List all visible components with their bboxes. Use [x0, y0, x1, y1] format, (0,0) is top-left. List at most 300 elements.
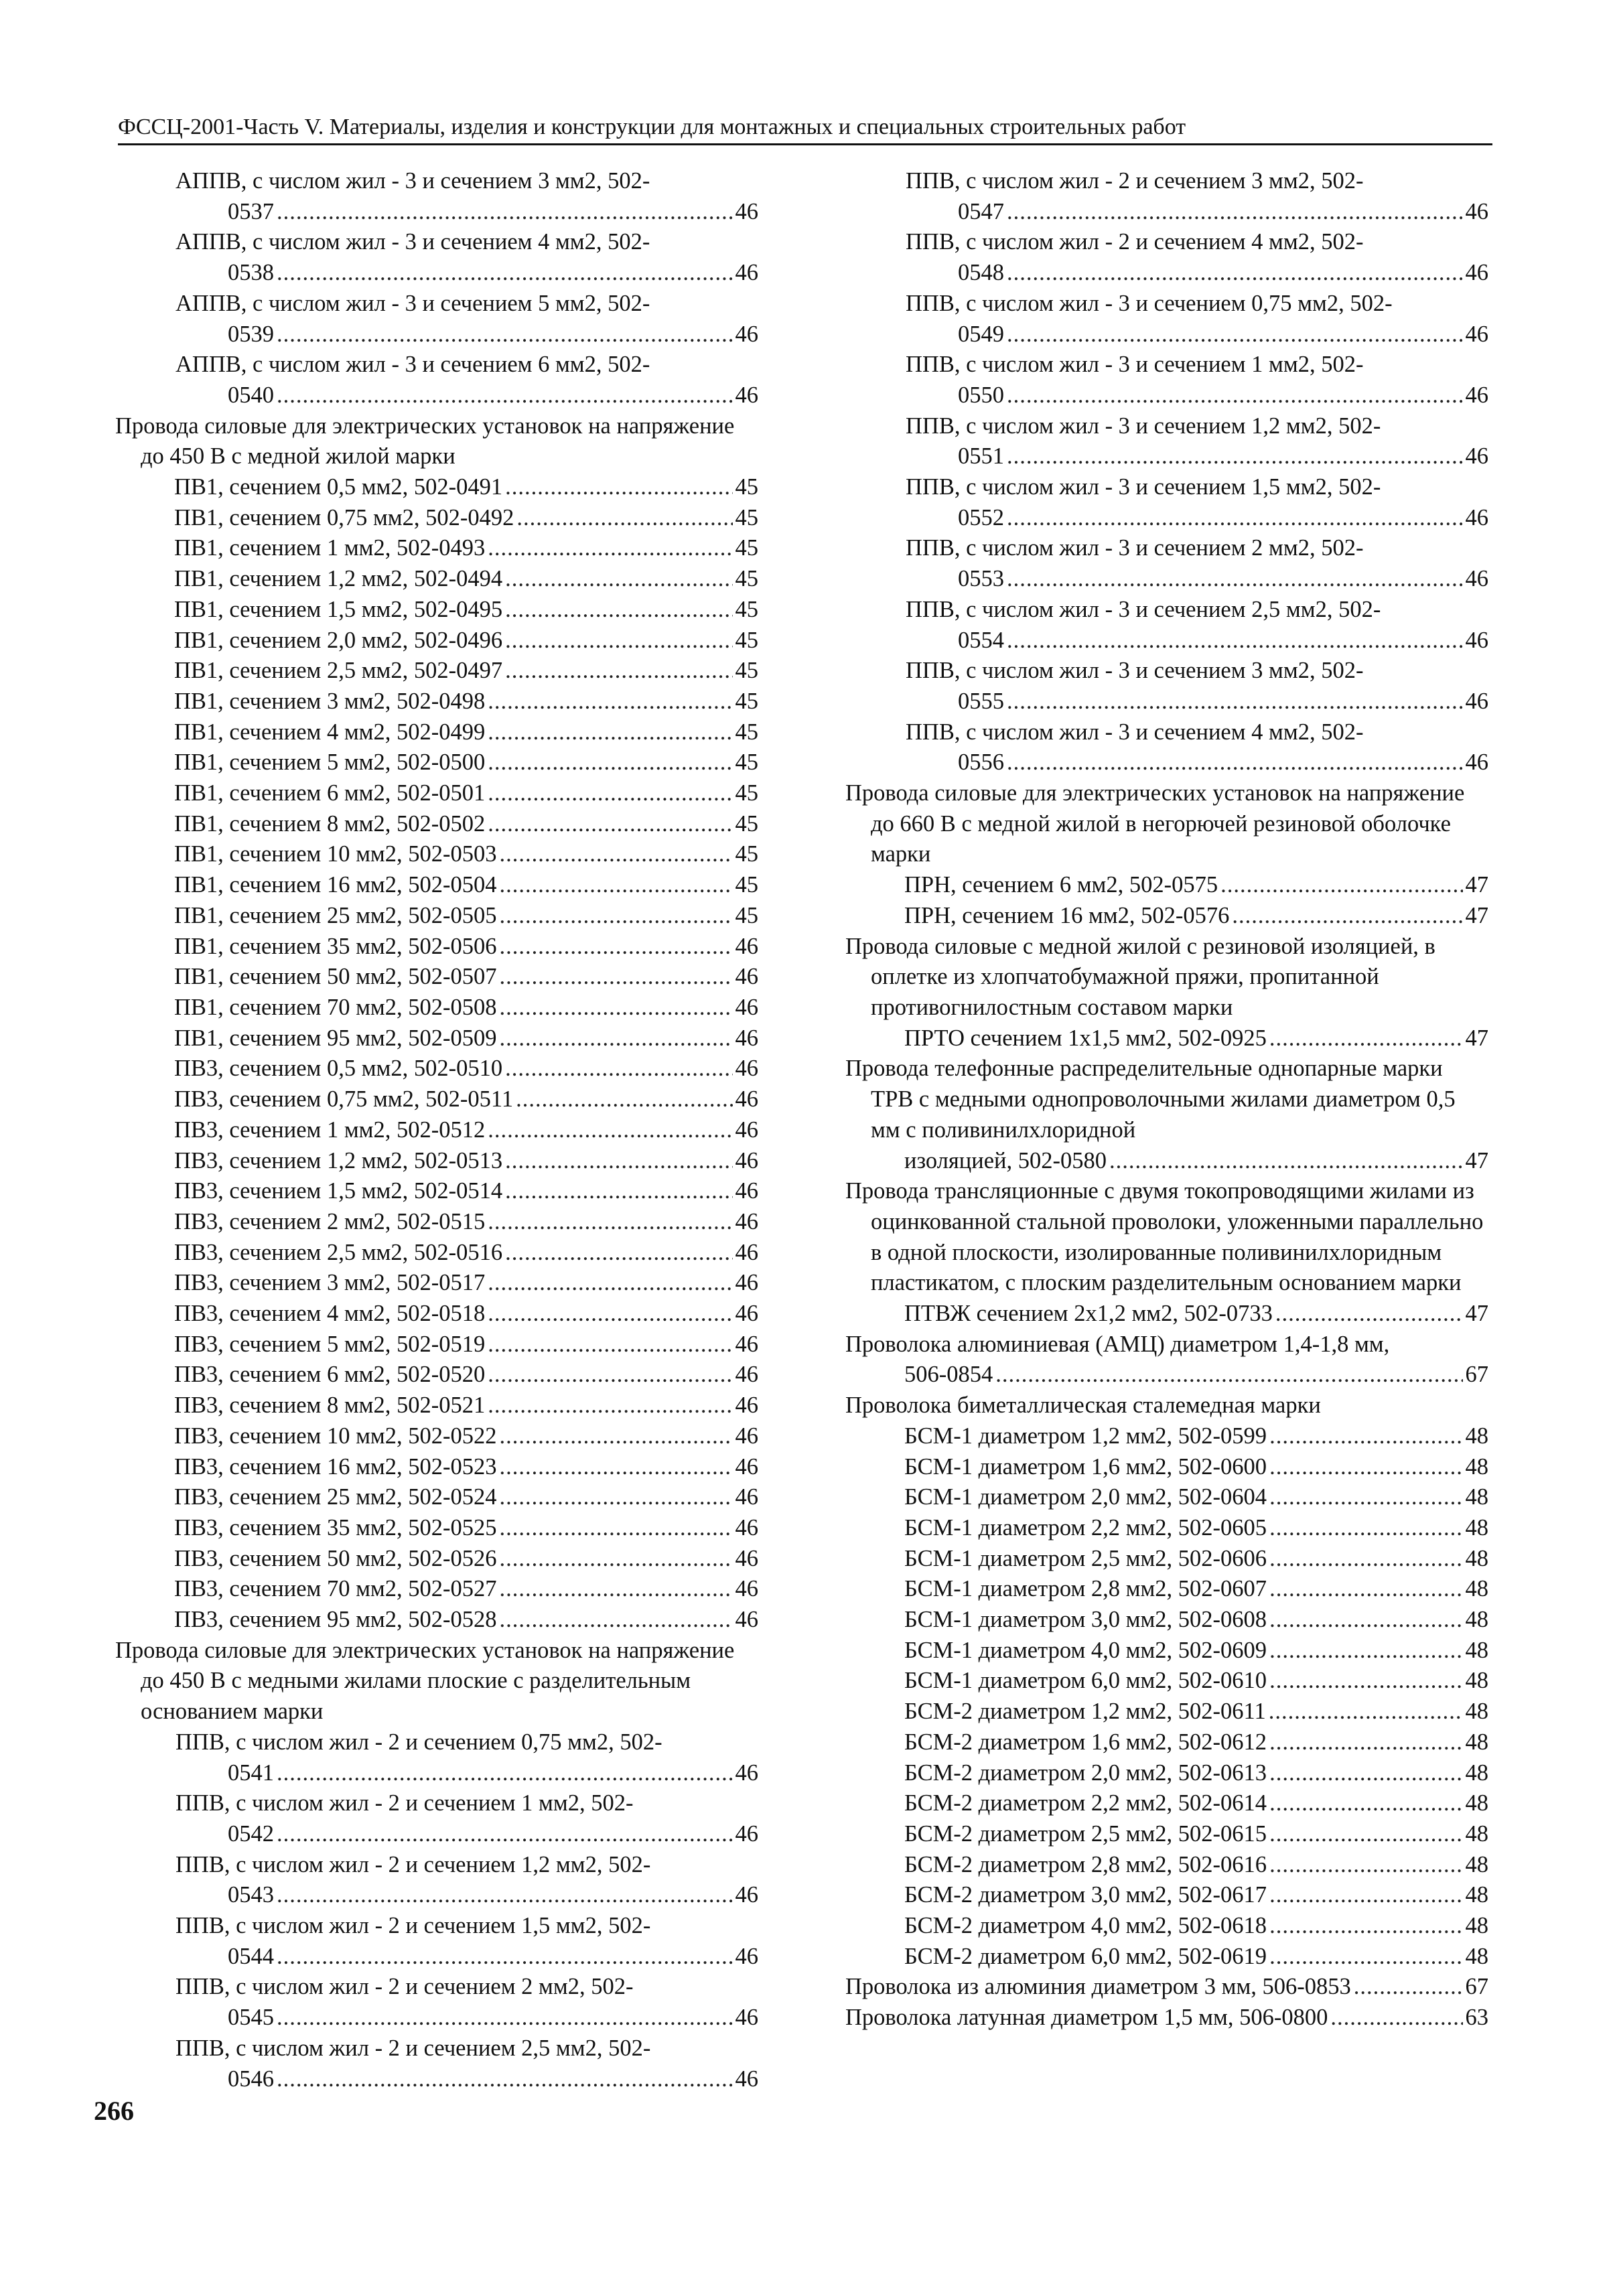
entry-text: 0541: [228, 1760, 274, 1786]
index-entry-line: [174, 503, 758, 534]
page-ref: 46: [735, 1545, 758, 1571]
page-ref: 46: [1465, 627, 1488, 653]
entry-text: БСМ-2 диаметром 6,0 мм2, 502-0619: [904, 1943, 1267, 1969]
entry-text: ПВ3, сечением 95 мм2, 502-0528: [174, 1607, 497, 1633]
index-entry-line: [174, 870, 758, 901]
index-entry-line: [174, 1268, 758, 1299]
page-ref: 46: [735, 1392, 758, 1419]
dot-leader: [1007, 258, 1463, 289]
dot-leader: [1007, 747, 1463, 778]
heading-text: Провода телефонные распределительные однопарные марки ТРВ с медными однопроволочными жилами диаметром 0,5 мм с поливинилхлоридной: [845, 1056, 1456, 1143]
dot-leader: [995, 1360, 1462, 1390]
index-entry: [115, 809, 758, 840]
entry-text: 0543: [228, 1882, 274, 1908]
page-ref: 46: [735, 933, 758, 959]
index-entry: [115, 1390, 758, 1421]
dot-leader: [1007, 503, 1463, 534]
page-ref: 45: [735, 566, 758, 592]
dot-leader: [516, 503, 732, 534]
dot-leader: [505, 472, 732, 503]
index-entry: [845, 1697, 1488, 1727]
index-entry-line: [174, 626, 758, 656]
entry-text: БСМ-2 диаметром 2,0 мм2, 502-0613: [904, 1760, 1267, 1786]
dot-leader: [1269, 1574, 1462, 1605]
index-entry-line: [174, 1482, 758, 1513]
entry-text: 0551: [958, 443, 1004, 470]
page-ref: 63: [1465, 2005, 1488, 2031]
entry-text: ПВ3, сечением 8 мм2, 502-0521: [174, 1392, 486, 1419]
index-entry-line: [904, 1146, 1488, 1177]
page-ref: 47: [1465, 1025, 1488, 1051]
dot-leader: [500, 901, 733, 932]
index-entry: [845, 1605, 1488, 1636]
index-entry: [115, 1330, 758, 1360]
index-entry: [115, 1574, 758, 1605]
dot-leader: [277, 319, 733, 350]
page-ref: 46: [735, 1239, 758, 1265]
page-ref: 45: [735, 596, 758, 622]
page-ref: 48: [1465, 1760, 1488, 1786]
entry-text: 506-0854: [904, 1362, 993, 1388]
index-entry-line: [228, 319, 758, 350]
index-entry-line: [228, 258, 758, 289]
index-entry: [845, 1727, 1488, 1758]
entry-text: 0548: [958, 260, 1004, 286]
dot-leader: [277, 258, 733, 289]
index-entry-line: [904, 1421, 1488, 1452]
index-entry: [115, 747, 758, 778]
dot-leader: [500, 1421, 733, 1452]
index-entry-line: [904, 1819, 1488, 1850]
heading-text: Провода силовые для электрических установок на напряжение до 450 В с медными жилами плоские с разделительным основанием марки: [115, 1637, 735, 1725]
entry-text: ПВ1, сечением 25 мм2, 502-0505: [174, 902, 497, 928]
index-entry-line: [904, 1452, 1488, 1483]
page-ref: 46: [735, 1301, 758, 1327]
dot-leader: [1007, 441, 1463, 472]
entry-text: ПВ1, сечением 8 мм2, 502-0502: [174, 810, 486, 837]
dot-leader: [488, 687, 732, 717]
index-entry: [845, 1452, 1488, 1483]
page-ref: 48: [1465, 1668, 1488, 1694]
running-header: ФССЦ-2001-Часть V. Материалы, изделия и конструкции для монтажных и специальных строительных работ: [118, 111, 1492, 145]
dot-leader: [500, 1574, 733, 1605]
page-ref: 45: [735, 627, 758, 653]
page-ref: 48: [1465, 1913, 1488, 1939]
dot-leader: [488, 1330, 732, 1360]
index-column-right: [845, 166, 1488, 2033]
index-entry-line: [174, 1176, 758, 1207]
entry-text: ПВ1, сечением 2,5 мм2, 502-0497: [174, 658, 503, 684]
dot-leader: [1269, 1758, 1462, 1789]
page-ref: 46: [735, 1514, 758, 1540]
page-ref: 48: [1465, 1699, 1488, 1725]
dot-leader: [500, 993, 733, 1023]
index-entry-line: [904, 1360, 1488, 1390]
dot-leader: [277, 1819, 733, 1850]
entry-text: 0545: [228, 2005, 274, 2031]
index-entry-line: [174, 962, 758, 993]
dot-leader: [500, 1452, 733, 1483]
index-entry: [845, 1850, 1488, 1881]
index-entry-line: [845, 2003, 1488, 2033]
index-entry: [845, 1574, 1488, 1605]
page-ref: 46: [735, 1362, 758, 1388]
index-entry-line: [174, 839, 758, 870]
index-entry-line: [174, 1115, 758, 1146]
entry-text: изоляцией, 502-0580: [904, 1147, 1107, 1173]
page-ref: 48: [1465, 1882, 1488, 1908]
page-ref: 46: [1465, 443, 1488, 470]
page-ref: 46: [735, 1423, 758, 1449]
dot-leader: [500, 962, 733, 993]
index-entry: [115, 993, 758, 1023]
index-entry: [845, 472, 1488, 533]
dot-leader: [1269, 1727, 1462, 1758]
page-ref: 46: [735, 260, 758, 286]
entry-text: ППВ, с числом жил - 2 и сечением 0,75 мм2, 502-: [176, 1729, 662, 1755]
index-entry: [115, 472, 758, 503]
page-ref: 46: [1465, 260, 1488, 286]
index-entry-line: [904, 901, 1488, 932]
dot-leader: [488, 778, 732, 809]
page-ref: 46: [735, 198, 758, 224]
dot-leader: [1007, 626, 1463, 656]
index-entry: [115, 1850, 758, 1911]
page-ref: 46: [735, 1270, 758, 1296]
page-ref: 45: [735, 841, 758, 867]
index-entry-line: [904, 1636, 1488, 1666]
entry-text: ПТВЖ сечением 2x1,2 мм2, 502-0733: [904, 1301, 1273, 1327]
index-entry-line: [174, 1084, 758, 1115]
entry-text: 0556: [958, 749, 1004, 776]
index-entry-line: [174, 1390, 758, 1421]
dot-leader: [1269, 1850, 1462, 1881]
page-ref: 46: [735, 1117, 758, 1143]
page-ref: 47: [1465, 1147, 1488, 1173]
entry-text: ПВ3, сечением 2 мм2, 502-0515: [174, 1208, 486, 1234]
page-ref: 46: [735, 1760, 758, 1786]
page-ref: 45: [735, 780, 758, 806]
index-entry: [115, 1482, 758, 1513]
index-entry-line: [174, 932, 758, 962]
entry-text: ПВ1, сечением 4 мм2, 502-0499: [174, 719, 486, 745]
page-ref: 46: [735, 1820, 758, 1847]
index-entry: [845, 289, 1488, 350]
index-entry: [845, 1544, 1488, 1575]
entry-text: 0553: [958, 566, 1004, 592]
page-ref: 48: [1465, 1729, 1488, 1755]
entry-text: ПВ3, сечением 0,5 мм2, 502-0510: [174, 1056, 503, 1082]
page-ref: 45: [735, 902, 758, 928]
index-entry-line: [228, 1758, 758, 1789]
dot-leader: [1269, 1636, 1462, 1666]
dot-leader: [1269, 1697, 1463, 1727]
entry-text: 0538: [228, 260, 274, 286]
index-entry: [115, 1084, 758, 1115]
index-entry-line: [174, 1513, 758, 1544]
dot-leader: [1109, 1146, 1463, 1177]
entry-text: ПВ3, сечением 6 мм2, 502-0520: [174, 1362, 486, 1388]
index-entry-line: [904, 1727, 1488, 1758]
index-entry: [115, 166, 758, 227]
index-entry: [115, 1788, 758, 1849]
index-entry-line: [174, 1299, 758, 1330]
index-entry-line: [904, 1482, 1488, 1513]
index-entry-line: [958, 441, 1488, 472]
page-number: 266: [94, 2096, 134, 2126]
page-ref: 47: [1465, 1301, 1488, 1327]
index-entry-line: [958, 626, 1488, 656]
index-entry-line: [174, 533, 758, 564]
page-ref: 47: [1465, 902, 1488, 928]
index-entry: [845, 1819, 1488, 1850]
entry-text: 0550: [958, 382, 1004, 408]
entry-text: ППВ, с числом жил - 3 и сечением 1 мм2, 502-: [906, 352, 1364, 378]
dot-leader: [505, 1054, 732, 1084]
dot-leader: [277, 1758, 733, 1789]
index-entry: [115, 1238, 758, 1269]
index-entry: [115, 839, 758, 870]
entry-text: БСМ-1 диаметром 3,0 мм2, 502-0608: [904, 1607, 1267, 1633]
index-entry-line: [904, 1942, 1488, 1972]
entry-text: ПВ1, сечением 3 мм2, 502-0498: [174, 688, 486, 714]
entry-text: БСМ-1 диаметром 1,2 мм2, 502-0599: [904, 1423, 1267, 1449]
dot-leader: [500, 839, 733, 870]
dot-leader: [505, 595, 732, 626]
page-ref: 48: [1465, 1576, 1488, 1602]
dot-leader: [516, 1084, 732, 1115]
index-entry: [115, 1115, 758, 1146]
page-ref: 45: [735, 535, 758, 561]
index-entry-line: [174, 778, 758, 809]
entry-text: БСМ-2 диаметром 3,0 мм2, 502-0617: [904, 1882, 1267, 1908]
entry-text: ПВ3, сечением 0,75 мм2, 502-0511: [174, 1086, 514, 1113]
index-entry-line: [228, 380, 758, 411]
entry-text: ПВ1, сечением 0,5 мм2, 502-0491: [174, 474, 503, 500]
index-entry: [115, 1268, 758, 1299]
index-entry: [115, 1605, 758, 1636]
index-entry: [845, 656, 1488, 717]
entry-text: ПВ3, сечением 70 мм2, 502-0527: [174, 1576, 497, 1602]
page-ref: 46: [735, 382, 758, 408]
dot-leader: [1269, 1666, 1462, 1697]
entry-text: ПВ3, сечением 50 мм2, 502-0526: [174, 1545, 497, 1571]
index-entry-line: [904, 1697, 1488, 1727]
entry-text: БСМ-2 диаметром 2,8 мм2, 502-0616: [904, 1851, 1267, 1877]
index-entry: [115, 778, 758, 809]
index-entry: [115, 1421, 758, 1452]
index-entry-line: [904, 1605, 1488, 1636]
entry-text: 0547: [958, 198, 1004, 224]
dot-leader: [500, 1513, 733, 1544]
entry-text: ППВ, с числом жил - 2 и сечением 4 мм2, 502-: [906, 229, 1364, 255]
index-entry-line: [904, 1023, 1488, 1054]
dot-leader: [1007, 197, 1463, 228]
entry-text: ППВ, с числом жил - 3 и сечением 3 мм2, 502-: [906, 658, 1364, 684]
index-entry-line: [958, 564, 1488, 595]
entry-text: ПВ1, сечением 1,5 мм2, 502-0495: [174, 596, 503, 622]
dot-leader: [488, 1360, 732, 1390]
index-entry: [115, 717, 758, 748]
page-ref: 46: [735, 1025, 758, 1051]
entry-text: ПВ1, сечением 2,0 мм2, 502-0496: [174, 627, 503, 653]
index-entry-line: [174, 1238, 758, 1269]
entry-text: Проволока латунная диаметром 1,5 мм, 506-0800: [845, 2005, 1328, 2031]
dot-leader: [277, 2003, 733, 2033]
entry-text: 0540: [228, 382, 274, 408]
index-entry: [115, 1452, 758, 1483]
index-entry-line: [904, 1299, 1488, 1330]
dot-leader: [488, 1390, 732, 1421]
dot-leader: [1269, 1788, 1462, 1819]
index-entry: [115, 1023, 758, 1054]
page-ref: 46: [735, 1882, 758, 1908]
entry-text: ПРТО сечением 1x1,5 мм2, 502-0925: [904, 1025, 1267, 1051]
entry-text: ПВ3, сечением 1,5 мм2, 502-0514: [174, 1178, 503, 1204]
index-entry-line: [174, 595, 758, 626]
index-entry: [115, 1207, 758, 1238]
heading-text: Провода силовые для электрических установок на напряжение до 660 В с медной жилой в негорючей резиновой оболочке марки: [845, 780, 1465, 867]
index-entry-line: [228, 1880, 758, 1911]
dot-leader: [1269, 1942, 1462, 1972]
page-ref: 48: [1465, 1607, 1488, 1633]
index-entry: [845, 901, 1488, 932]
index-entry: [115, 1054, 758, 1084]
entry-text: ПВ3, сечением 3 мм2, 502-0517: [174, 1270, 486, 1296]
entry-text: ПВ1, сечением 1,2 мм2, 502-0494: [174, 566, 503, 592]
dot-leader: [1269, 1605, 1462, 1636]
entry-text: ПВ3, сечением 1,2 мм2, 502-0513: [174, 1147, 503, 1173]
dot-leader: [277, 1880, 733, 1911]
entry-text: ППВ, с числом жил - 3 и сечением 1,5 мм2, 502-: [906, 474, 1381, 500]
dot-leader: [1007, 380, 1463, 411]
dot-leader: [500, 1544, 733, 1575]
dot-leader: [277, 1942, 733, 1972]
index-entry: [115, 1513, 758, 1544]
entry-text: ПВ3, сечением 1 мм2, 502-0512: [174, 1117, 486, 1143]
entry-text: ППВ, с числом жил - 3 и сечением 2 мм2, 502-: [906, 535, 1364, 561]
entry-text: ПВ3, сечением 16 мм2, 502-0523: [174, 1453, 497, 1480]
page-ref: 48: [1465, 1943, 1488, 1969]
page-ref: 46: [1465, 382, 1488, 408]
entry-text: БСМ-2 диаметром 2,2 мм2, 502-0614: [904, 1790, 1267, 1816]
dot-leader: [500, 1482, 733, 1513]
entry-text: БСМ-2 диаметром 1,6 мм2, 502-0612: [904, 1729, 1267, 1755]
index-entry: [115, 227, 758, 288]
index-entry: [845, 1911, 1488, 1942]
index-entry: [845, 350, 1488, 411]
index-entry-line: [174, 1360, 758, 1390]
page-ref: 46: [735, 1056, 758, 1082]
index-entry: [845, 1666, 1488, 1697]
entry-text: АППВ, с числом жил - 3 и сечением 5 мм2, 502-: [176, 290, 650, 316]
page-ref: 45: [735, 658, 758, 684]
index-entry: [845, 870, 1488, 901]
index-entry-line: [958, 319, 1488, 350]
entry-text: ППВ, с числом жил - 2 и сечением 1,5 мм2, 502-: [176, 1913, 651, 1939]
entry-text: ППВ, с числом жил - 2 и сечением 2,5 мм2, 502-: [176, 2035, 651, 2061]
index-entry-line: [174, 717, 758, 748]
index-entry-line: [174, 747, 758, 778]
index-heading: [115, 411, 758, 472]
entry-text: ПВ1, сечением 6 мм2, 502-0501: [174, 780, 486, 806]
page-ref: 46: [735, 1086, 758, 1113]
entry-text: 0549: [958, 321, 1004, 347]
dot-leader: [1269, 1482, 1462, 1513]
index-column-left: [115, 166, 758, 2094]
entry-text: БСМ-1 диаметром 4,0 мм2, 502-0609: [904, 1637, 1267, 1663]
entry-text: 0546: [228, 2066, 274, 2092]
entry-text: ПВ1, сечением 1 мм2, 502-0493: [174, 535, 486, 561]
dot-leader: [277, 197, 733, 228]
index-entry-line: [174, 687, 758, 717]
dot-leader: [488, 747, 732, 778]
index-entry: [845, 533, 1488, 594]
entry-text: БСМ-1 диаметром 2,0 мм2, 502-0604: [904, 1484, 1267, 1510]
index-entry: [115, 1299, 758, 1330]
entry-text: ППВ, с числом жил - 3 и сечением 1,2 мм2, 502-: [906, 413, 1381, 439]
index-entry: [845, 166, 1488, 227]
index-entry-line: [228, 1942, 758, 1972]
index-entry-line: [904, 1666, 1488, 1697]
index-entry-line: [174, 1330, 758, 1360]
index-entry-line: [904, 1574, 1488, 1605]
dot-leader: [1269, 1421, 1462, 1452]
dot-leader: [500, 870, 733, 901]
page-ref: 46: [735, 1453, 758, 1480]
entry-text: ППВ, с числом жил - 2 и сечением 1,2 мм2, 502-: [176, 1851, 651, 1877]
page-ref: 45: [735, 474, 758, 500]
entry-text: БСМ-2 диаметром 2,5 мм2, 502-0615: [904, 1820, 1267, 1847]
page-ref: 46: [735, 1147, 758, 1173]
page-ref: 45: [735, 872, 758, 898]
index-entry: [115, 2033, 758, 2094]
dot-leader: [500, 1605, 733, 1636]
entry-text: ПВ1, сечением 5 мм2, 502-0500: [174, 749, 486, 776]
index-entry: [845, 411, 1488, 472]
index-heading: [845, 1390, 1488, 1421]
page-ref: 46: [735, 1943, 758, 1969]
index-entry-line: [174, 1023, 758, 1054]
index-entry: [115, 1911, 758, 1972]
index-entry-line: [904, 1758, 1488, 1789]
index-entry-line: [174, 1574, 758, 1605]
entry-text: БСМ-1 диаметром 2,8 мм2, 502-0607: [904, 1576, 1267, 1602]
index-entry: [115, 656, 758, 687]
index-entry: [845, 1482, 1488, 1513]
page-ref: 46: [1465, 688, 1488, 714]
dot-leader: [488, 1268, 732, 1299]
page-ref: 48: [1465, 1545, 1488, 1571]
entry-text: БСМ-1 диаметром 2,2 мм2, 502-0605: [904, 1514, 1267, 1540]
page-ref: 46: [1465, 504, 1488, 530]
index-entry: [845, 1513, 1488, 1544]
index-heading: [845, 1176, 1488, 1330]
index-entry: [115, 687, 758, 717]
page-ref: 46: [735, 1607, 758, 1633]
dot-leader: [505, 564, 732, 595]
index-entry: [115, 1146, 758, 1177]
index-entry-line: [174, 472, 758, 503]
index-entry-line: [958, 197, 1488, 228]
dot-leader: [488, 717, 732, 748]
dot-leader: [500, 1023, 733, 1054]
entry-text: 0552: [958, 504, 1004, 530]
page-ref: 46: [735, 321, 758, 347]
page-ref: 45: [735, 749, 758, 776]
index-entry-line: [904, 1788, 1488, 1819]
entry-text: 0542: [228, 1820, 274, 1847]
